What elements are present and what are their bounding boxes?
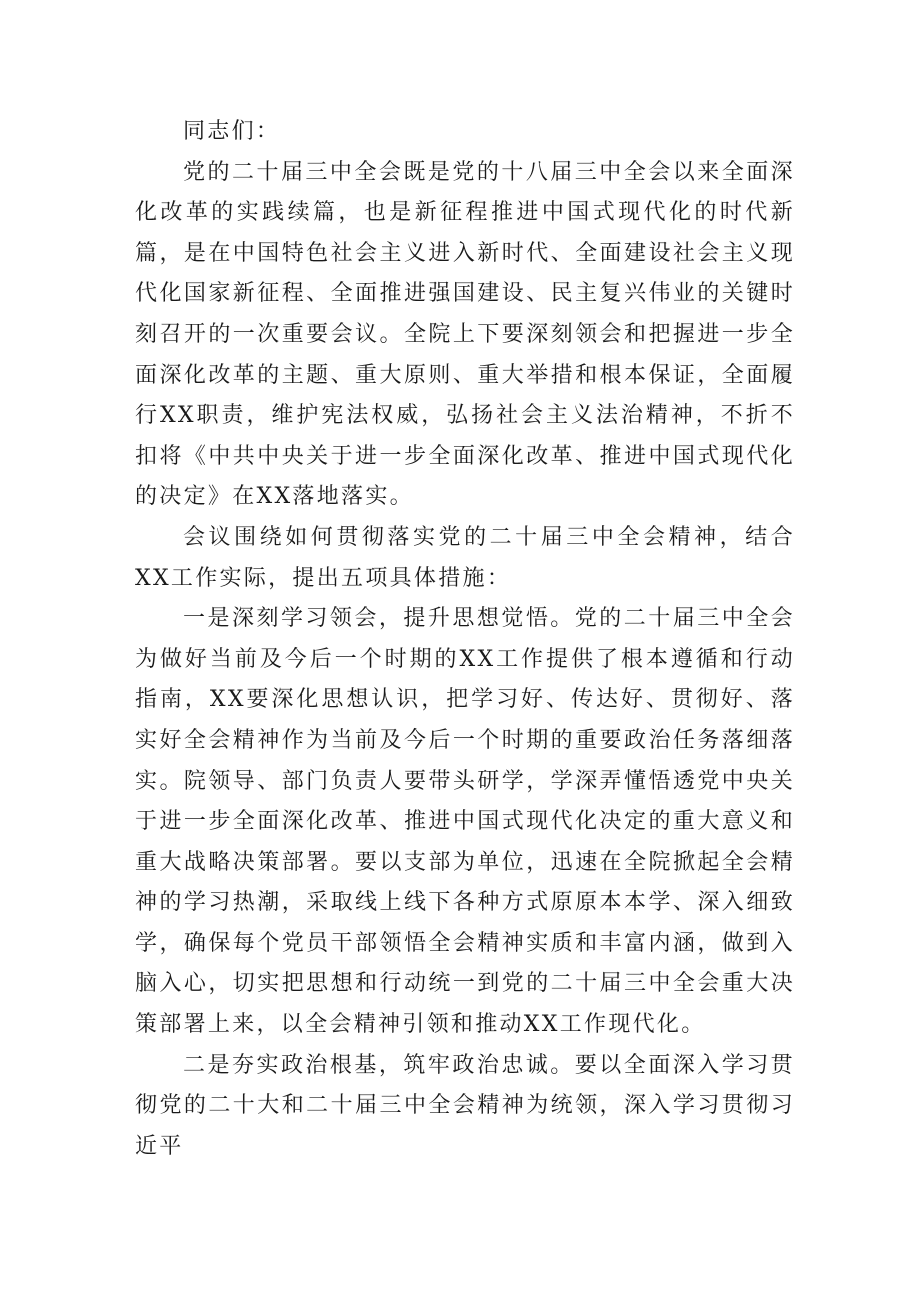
paragraph-measures-lead: 会议围绕如何贯彻落实党的二十届三中全会精神，结合XX工作实际，提出五项具体措施：: [135, 524, 795, 591]
paragraph-measure-two: 二是夯实政治根基，筑牢政治忠诚。要以全面深入学习贯彻党的二十大和二十届三中全会精神为统领，深入学习贯彻习近平: [135, 1052, 795, 1159]
paragraph-intro: 党的二十届三中全会既是党的十八届三中全会以来全面深化改革的实践续篇，也是新征程推进中国式现代化的时代新篇，是在中国特色社会主义进入新时代、全面建设社会主义现代化国家新征程、全面推进强国建设、民主复兴伟业的关键时刻召开的一次重要会议。全院上下要深刻领会和把握进一步全面深化改革的主题、重大原则、重大举措和根本保证，全面履行XX职责，维护宪法权威，弘扬社会主义法治精神，不折不扣将《中共中央关于进一步全面深化改革、推进中国式现代化的决定》在XX落地落实。: [135, 159, 795, 510]
greeting: 同志们：: [183, 119, 281, 144]
paragraph-measure-one: 一是深刻学习领会，提升思想觉悟。党的二十届三中全会为做好当前及今后一个时期的XX工作提供了根本遵循和行动指南，XX要深化思想认识，把学习好、传达好、贯彻好、落实好全会精神作为当前及今后一个时期的重要政治任务落细落实。院领导、部门负责人要带头研学，学深弄懂悟透党中央关于进一步全面深化改革、推进中国式现代化决定的重大意义和重大战略决策部署。要以支部为单位，迅速在全院掀起全会精神的学习热潮，采取线上线下各种方式原原本本学、深入细致学，确保每个党员干部领悟全会精神实质和丰富内涵，做到入脑入心，切实把思想和行动统一到党的二十届三中全会重大决策部署上来，以全会精神引领和推动XX工作现代化。: [135, 606, 795, 1038]
document-body: [135, 112, 795, 1167]
